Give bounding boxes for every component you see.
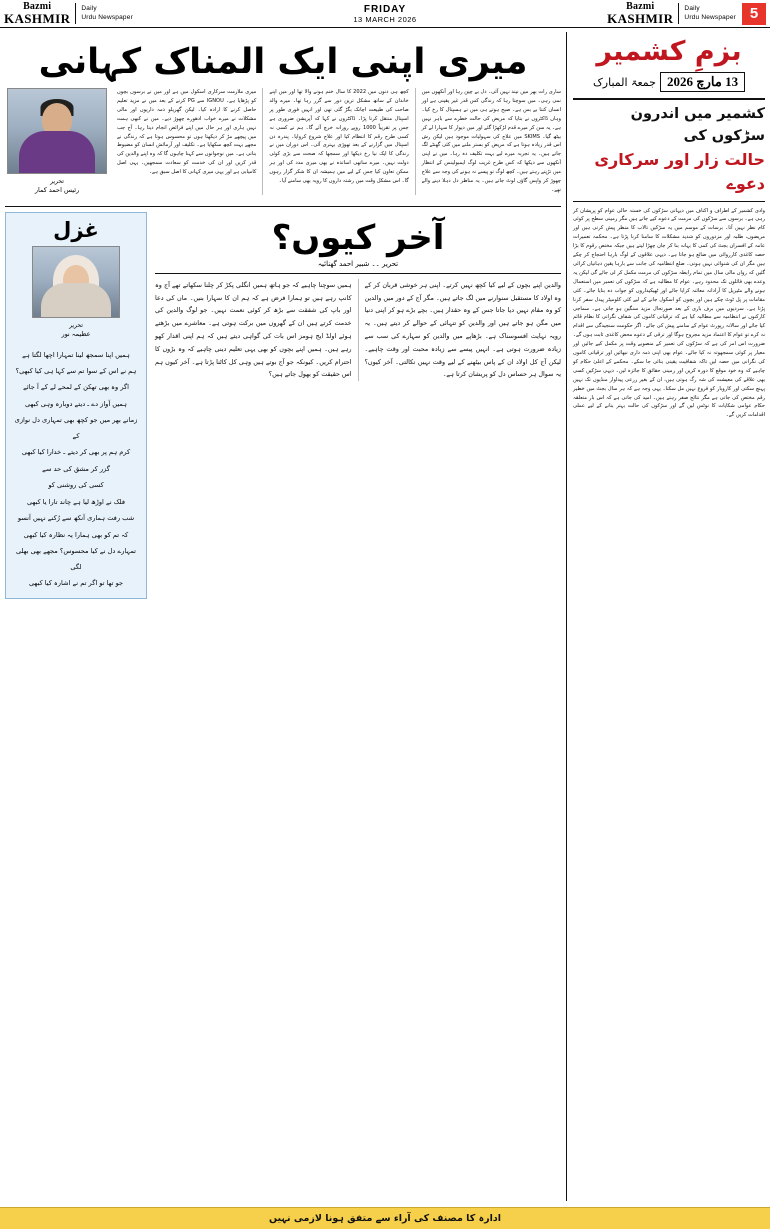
lead-headline-line1: کشمیر میں اندرون سڑکوں کی	[630, 106, 765, 144]
ghazal-author-name: عظیمہ نور	[61, 329, 91, 338]
divider	[75, 3, 76, 24]
ghazal-line: جو تھا تو اگر تم نے اشارہ کیا کبھی	[28, 579, 124, 588]
ghazal-line: فلک نے اوڑھ لیا ہے چاند تارا یا کبھی	[27, 497, 125, 506]
brand-line2: KASHMIR	[4, 11, 71, 26]
ghazal-line: تمہارے دل نے کیا محسوس؟ مجھے بھی بھلی لگی	[15, 547, 137, 571]
photo-body	[41, 283, 111, 317]
footer-disclaimer-bar	[0, 1207, 770, 1229]
brand-subtitle	[81, 5, 133, 23]
rule	[573, 201, 765, 202]
ghazal-box	[5, 212, 147, 599]
nameplate-title: بزمِ کشمیر	[596, 36, 742, 67]
dateline-day: FRIDAY	[363, 3, 407, 15]
author-photo	[7, 88, 107, 174]
masthead-bar	[0, 0, 770, 28]
left-zone	[5, 32, 567, 1201]
brand-sub-line1: Daily	[81, 4, 97, 12]
nameplate	[573, 36, 765, 100]
bottom-section	[5, 206, 561, 599]
masthead-logo-left	[4, 0, 179, 27]
ghazal-line: شب رفت ہماری آنکھ سے رُکنے نہیں آنسو	[17, 514, 135, 523]
brand-line1-right: Bazmi	[626, 1, 655, 12]
lead-headline	[573, 104, 765, 196]
brand-sub-line1-right: Daily	[684, 4, 700, 12]
akhir-column-1: ہمیں سوچنا چاہیے کہ جو ہاتھ ہمیں انگلی پکڑ کر چلنا سکھاتے تھے آج وہ کانپ رہے ہیں تو ہمارا فرض ہے کہ ہم ان کا سہارا بنیں۔ ماں کی دعا اور باپ کی شفقت سے بڑھ کر کوئی نعمت نہیں۔ جو لوگ والدین کی خدمت کرتے ہیں ان کے گھروں میں برکت ہوتی ہے۔ معاشرے میں بڑھتے ہوئے اولڈ ایج ہومز اس بات کی گواہی دیتے ہیں کہ ہم اپنی اقدار کھو رہے ہیں۔ ہمیں اپنے بچوں کو بھی یہی تعلیم دینی چاہیے کہ وہ بڑوں کا احترام کریں۔ کیونکہ جو آج بوتے ہیں وہی کل کاٹنا پڑتا ہے۔ آخر کیوں ہم اس حقیقت کو بھول جاتے ہیں؟	[155, 280, 352, 379]
akhir-author-label: تحریر	[381, 259, 399, 268]
ghazal-line: اگر وہ بھی تھکن کے لمحے لے کے آ جائے	[23, 383, 129, 392]
ghazal-line: ہمیں اپنا سمجھ لینا تمہارا اچھا لگتا ہے	[22, 350, 130, 359]
brand-logo	[4, 2, 70, 25]
ghazal-author-label: تحریر	[69, 321, 83, 329]
akhir-columns	[155, 279, 561, 382]
brand-sub-line2: Urdu Newspaper	[81, 13, 133, 21]
akhir-article	[147, 212, 561, 599]
akhir-author-name: شبیر احمد گھنائیہ	[317, 259, 370, 268]
ghazal-line: کرم ہم پر بھی کر دیتے ـ خدارا کیا کبھی	[21, 448, 131, 457]
page-number-badge: 5	[742, 3, 766, 25]
akhir-column-2: والدین اپنے بچوں کے لیے کیا کچھ نہیں کرتے۔ اپنی ہر خوشی قربان کر کے وہ اولاد کا مستقبل سنوارنے میں لگ جاتے ہیں۔ مگر آج کے دور میں والدین کو وہ مقام نہیں دیا جاتا جس کے وہ حقدار ہیں۔ بچے بڑے ہو کر اپنی دنیا میں مگن ہو جاتے ہیں اور والدین کو تنہائی کے حوالے کر دیتے ہیں۔ یہ رویہ نہایت افسوسناک ہے۔ بڑھاپے میں والدین کو سہارے کی سب سے زیادہ ضرورت ہوتی ہے۔ انہیں پیسے سے زیادہ محبت اور وقت چاہیے۔ لیکن آج کل اولاد ان کے پاس بیٹھنے کے لیے وقت نہیں نکالتی۔ آخر کیوں؟ یہ سوال ہر حساس دل کو پریشان کرتا ہے۔	[358, 279, 562, 382]
author-byline-block	[5, 88, 109, 196]
nameplate-day: جمعۃ المبارک	[592, 75, 656, 89]
dateline-date: 13 MARCH 2026	[353, 14, 417, 24]
story-column-3: ساری رات بھر میں نیند نہیں آئی۔ دل بے چین رہا اور آنکھوں میں نمی رہی۔ میں سوچتا رہا کہ زندگی کس قدر غیر یقینی ہے اور انسان کتنا بے بس ہے۔ صبح ہوتے ہی میں نے ہسپتال کا رخ کیا۔ وہاں ڈاکٹروں نے بتایا کہ مریض کی حالت خطرے سے باہر نہیں ہے۔ یہ سن کر میرے قدم لڑکھڑا گئے اور میں دیوار کا سہارا لے کر بیٹھ گیا۔ SKIMS میں علاج کی سہولیات موجود ہیں لیکن رش اس قدر زیادہ ہوتا ہے کہ مریض کو بستر ملنے میں کئی گھنٹے لگ جاتے ہیں۔ یہ تجربہ میرے لیے بہت تکلیف دہ رہا۔ میں نے اپنی آنکھوں سے دیکھا کہ کس طرح غریب لوگ ایمبولینس کے انتظار میں تڑپتے رہتے ہیں۔ کچھ لوگ تو پیسے نہ ہونے کی وجہ سے علاج چھوڑ کر واپس گاؤں لوٹ جاتے ہیں۔ یہ مناظر دل دہلا دینے والے تھے۔	[415, 88, 561, 195]
ghazal-line: گزر کر مشق کی حد سے	[42, 464, 110, 473]
author-name: رئیس احمد کمار	[34, 186, 80, 194]
right-zone	[567, 32, 765, 1201]
nameplate-datebar	[573, 72, 765, 92]
nameplate-date: 13 مارچ 2026	[660, 72, 745, 92]
rule	[155, 273, 561, 274]
story-column-1: میری ملازمت سرکاری اسکول میں ہے اور میں نے برسوں بچوں کو پڑھایا ہے۔ IGNOU سے PG کرنے کے بعد میں نے مزید تعلیم حاصل کرنے کا ارادہ کیا۔ لیکن گھریلو ذمہ داریوں اور مالی مشکلات نے میرے خواب ادھورے چھوڑ دیے۔ میں نے کبھی ہمت نہیں ہاری اور ہر حال میں اپنے فرائض انجام دیتا رہا۔ آج جب میں پیچھے مڑ کر دیکھتا ہوں تو محسوس ہوتا ہے کہ زندگی نے مجھے بہت کچھ سکھایا ہے۔ تکلیف اور آزمائش انسان کو مضبوط بناتی ہے۔ میں نوجوانوں سے کہنا چاہوں گا کہ وہ اپنے والدین کی قدر کریں اور ان کی خدمت کو سعادت سمجھیں۔ یہی اصل کامیابی ہے اور یہی میری کہانی کا اصل سبق ہے۔	[117, 89, 257, 176]
lead-article-body: وادی کشمیر کے اطراف و اکناف میں دیہاتی سڑکوں کی خستہ حالی عوام کو پریشان کر رہی ہے۔ برسوں سے سڑکوں کی مرمت کے دعوے کیے جاتے ہیں مگر زمینی سطح پر کوئی کام نظر نہیں آتا۔ برسات کے موسم میں یہ سڑکیں تالاب کا منظر پیش کرتی ہیں اور مریضوں، طلبہ اور مزدوروں کو شدید مشکلات کا سامنا کرنا پڑتا ہے۔ محکمہ تعمیرات عامہ کے افسران بجٹ کی کمی کا بہانہ بنا کر جان چھڑا لیتے ہیں جبکہ مختص رقوم کا بڑا حصہ کاغذی کارروائی میں ضائع ہو جاتا ہے۔ دیہی علاقوں کے لوگ بارہا احتجاج کر چکے ہیں مگر ان کی شنوائی نہیں ہوتی۔ ضلع انتظامیہ کی جانب سے بارہا یقین دہانیاں کرائی گئیں کہ رواں مالی سال میں تمام رابطہ سڑکوں کی مرمت مکمل کر لی جائے گی لیکن یہ وعدے بھی فائلوں تک محدود رہے۔ عوام کا مطالبہ ہے کہ سڑکوں کی تعمیر میں استعمال ہونے والے مٹیریل کا آزادانہ معائنہ کرایا جائے اور ٹھیکیداروں کو جواب دہ بنایا جائے۔ کئی مقامات پر پل ٹوٹ چکے ہیں اور بچوں کو اسکول جانے کے لیے کئی کلومیٹر پیدل سفر کرنا پڑتا ہے۔ سردیوں میں برف باری کے بعد صورتحال مزید سنگین ہو جاتی ہے۔ سماجی کارکنوں نے انتظامیہ سے مطالبہ کیا ہے کہ ترقیاتی کاموں کی شفاف نگرانی کا نظام قائم کیا جائے اور سالانہ رپورٹ عوام کے سامنے پیش کی جائے۔ اگر حکومت سنجیدگی سے اقدام نہ کرے تو عوام کا اعتماد مزید مجروح ہوگا اور ترقی کے دعوے محض کاغذی ثابت ہوں گے۔ ضرورت اس امر کی ہے کہ سڑکوں کی تعمیر کے منصوبے وقت پر مکمل کیے جائیں اور معیار پر کوئی سمجھوتہ نہ کیا جائے۔ عوام بھی اپنی ذمہ داری نبھائیں اور ترقیاتی کاموں کی نگرانی میں حصہ لیں تاکہ شفافیت یقینی بنائی جا سکے۔ محکمے کے اعلیٰ حکام کو چاہیے کہ وہ خود موقع کا دورہ کریں اور زمینی حقائق کا جائزہ لیں۔ دیہی سڑکیں کسی بھی علاقے کی معیشت کی شہ رگ ہوتی ہیں، ان کے بغیر زرعی پیداوار منڈیوں تک نہیں پہنچ سکتی اور کاروبار کو فروغ نہیں مل سکتا۔ یہی وجہ ہے کہ ہر سال بجٹ میں خطیر رقم مختص کی جاتی ہے مگر نتائج صفر رہتے ہیں۔ امید کی جاتی ہے کہ اس بار متعلقہ حکام عوامی شکایات کا نوٹس لیں گے اور سڑکوں کی حالت بہتر بنانے کے لیے عملی اقدامات کریں گے۔	[573, 207, 765, 419]
ghazal-line: ہم نے اس کے سوا تم سے کہا ہی کیا کبھی؟	[15, 366, 137, 375]
author-label: تحریر	[50, 178, 64, 185]
brand-line1: Bazmi	[23, 1, 52, 12]
brand-subtitle-right	[684, 5, 736, 23]
main-story-columns	[117, 88, 561, 195]
ghazal-title: غزل	[53, 217, 99, 242]
photo-torso	[19, 131, 95, 173]
ghazal-line: کہ تم کو بھی ہمارا یہ نظارہ کیا کبھی	[23, 530, 129, 539]
ghazal-author-caption	[12, 321, 140, 340]
masthead-logo-right	[591, 0, 766, 27]
lead-headline-line2: حالت زار اور سرکاری دعوے	[594, 149, 765, 193]
brand-line2-right: KASHMIR	[607, 11, 674, 26]
footer-note: ادارہ کا مصنف کی آراء سے متفق ہونا لازمی نہیں	[268, 1213, 501, 1224]
divider-right	[678, 3, 679, 24]
akhir-byline: تحریر ۔۔ شبیر احمد گھنائیہ	[317, 259, 399, 268]
akhir-headline: آخر کیوں؟	[271, 217, 445, 258]
ghazal-line: زمانے بھر میں جو کچھ بھی تمہاری دل نوازی کے	[14, 416, 138, 440]
ghazal-line: کسی کی روشنی کو	[48, 481, 104, 490]
author-caption	[5, 177, 109, 196]
masthead-dateline	[179, 0, 591, 27]
brand-sub-line2-right: Urdu Newspaper	[684, 13, 736, 21]
page-body	[0, 28, 770, 1201]
ghazal-line: ہمیں آواز دے ـ دیتے دوبارہ وہی کبھی	[25, 399, 127, 408]
main-headline: میری اپنی ایک المناک کہانی	[38, 42, 528, 82]
ghazal-author-photo	[32, 246, 120, 318]
brand-logo-right	[607, 2, 673, 25]
ghazal-lines	[12, 348, 140, 592]
story-column-2: کچھ ہی دنوں میں 2022 کا سال ختم ہونے والا تھا اور میں اپنے خاندان کے ساتھ مشکل ترین دور سے گزر رہا تھا۔ میرے والد صاحب کی طبیعت اچانک بگڑ گئی تھی اور انہیں فوری طور پر اسپتال منتقل کرنا پڑا۔ ڈاکٹروں نے کہا کہ آپریشن ضروری ہے جس پر تقریباً 1000 روپے روزانہ خرچ آئے گا۔ ہم نے کسی نہ کسی طرح رقم کا انتظام کیا اور علاج شروع کروایا۔ پندرہ دن اسپتال میں گزارنے کے بعد تھوڑی بہتری آئی۔ اس دوران میں نے زندگی کا ایک نیا رخ دیکھا اور سمجھا کہ صحت سے بڑی کوئی دولت نہیں۔ میرے ساتھی اساتذہ نے بھی میری مدد کی اور ہر ممکن تعاون کیا جس کے لیے میں ہمیشہ ان کا شکر گزار رہوں گا۔ اس مشکل وقت میں رشتہ داروں کا رویہ بھی سامنے آیا۔	[262, 88, 408, 195]
